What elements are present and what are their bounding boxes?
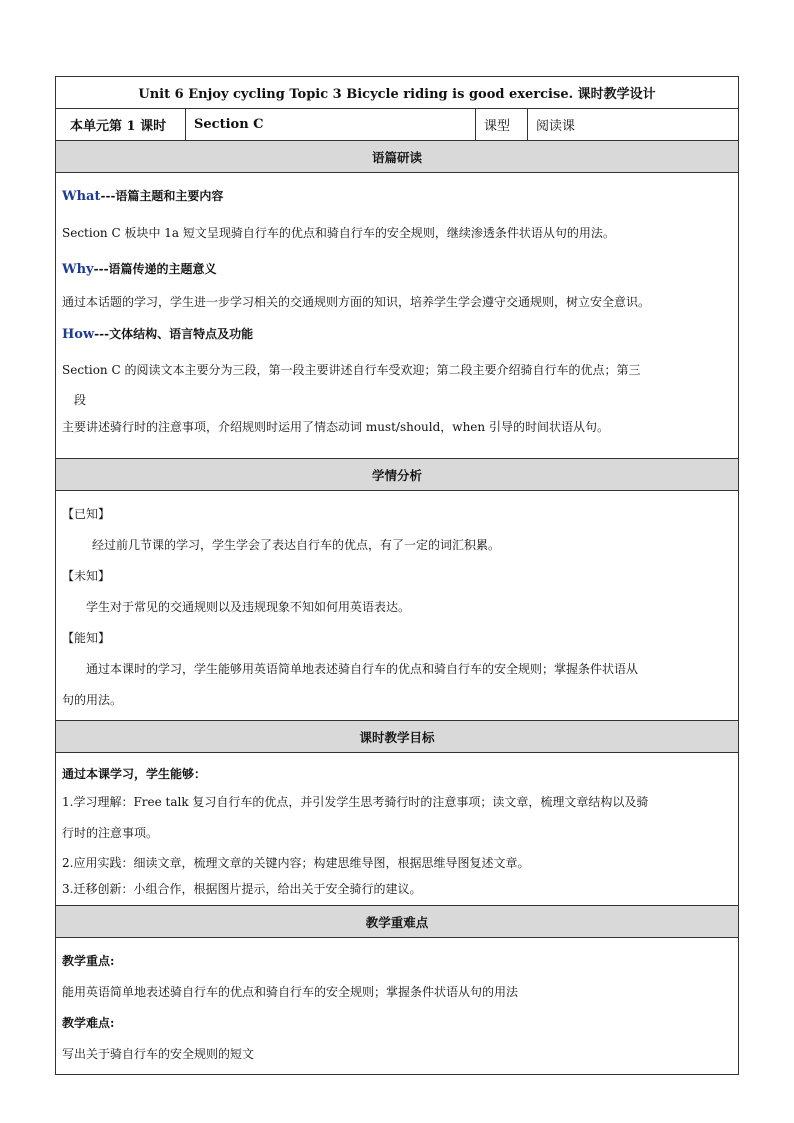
section-heading-analysis: 学情分析	[56, 459, 739, 491]
section-heading-focus: 教学重难点	[56, 906, 739, 938]
key-label: 教学重点:	[62, 954, 115, 968]
how-rest: ---文体结构、语言特点及功能	[94, 327, 254, 341]
goal-2: 2.应用实践：细读文章，梳理文章的关键内容；构建思维导图，根据思维导图复述文章。	[62, 856, 530, 870]
known-text: 经过前几节课的学习，学生学会了表达自行车的优点，有了一定的词汇积累。	[92, 538, 501, 552]
how-text-1: Section C 的阅读文本主要分为三段，第一段主要讲述自行车受欢迎；第二段主要介绍骑自行车的优点；第三	[62, 363, 641, 377]
why-key: Why	[62, 262, 94, 277]
lesson-label: 本单元第 1 课时	[56, 109, 186, 141]
goals-intro: 通过本课学习，学生能够：	[62, 767, 207, 781]
goal-1a: 1.学习理解：Free talk 复习自行车的优点，并引发学生思考骑行时的注意事项；读文章，梳理文章结构以及骑	[62, 795, 649, 809]
how-text-3: 主要讲述骑行时的注意事项，介绍规则时运用了情态动词 must/should，when 引导的时间状语从句。	[62, 420, 609, 434]
known-label: 【已知】	[62, 507, 111, 521]
diff-text: 写出关于骑自行车的安全规则的短文	[62, 1047, 255, 1061]
how-key: How	[62, 327, 95, 342]
text-study-body	[56, 173, 739, 459]
document-title: Unit 6 Enjoy cycling Topic 3 Bicycle riding is good exercise. 课时教学设计	[56, 77, 739, 109]
section-heading-goals: 课时教学目标	[56, 721, 739, 753]
what-line	[62, 181, 732, 212]
why-rest: ---语篇传递的主题意义	[93, 262, 217, 276]
goal-1b: 行时的注意事项。	[62, 826, 159, 840]
diff-label: 教学难点:	[62, 1016, 115, 1030]
how-line	[62, 319, 732, 350]
what-rest: ---语篇主题和主要内容	[100, 189, 224, 203]
key-text: 能用英语简单地表述骑自行车的优点和骑自行车的安全规则；掌握条件状语从句的用法	[62, 985, 519, 999]
analysis-body	[56, 491, 739, 721]
why-line	[62, 254, 732, 285]
type-value: 阅读课	[528, 109, 739, 141]
goal-3: 3.迁移创新：小组合作，根据图片提示，给出关于安全骑行的建议。	[62, 882, 422, 896]
goals-body	[56, 753, 739, 906]
focus-body	[56, 938, 739, 1075]
able-text-2: 句的用法。	[62, 693, 123, 707]
what-text: Section C 板块中 1a 短文呈现骑自行车的优点和骑自行车的安全规则，继续渗透条件状语从句的用法。	[62, 226, 615, 240]
able-text-1: 通过本课时的学习，学生能够用英语简单地表述骑自行车的优点和骑自行车的安全规则；掌握条件状语从	[86, 662, 639, 676]
what-key: What	[62, 189, 101, 204]
lesson-plan-table	[55, 76, 739, 1075]
unknown-label: 【未知】	[62, 569, 111, 583]
section-heading-text-study: 语篇研读	[56, 141, 739, 173]
type-label: 课型	[476, 109, 528, 141]
unknown-text: 学生对于常见的交通规则以及违规现象不知如何用英语表达。	[86, 600, 411, 614]
able-label: 【能知】	[62, 631, 111, 645]
section-value: Section C	[186, 109, 476, 141]
how-text-2: 段	[74, 393, 87, 407]
why-text: 通过本话题的学习，学生进一步学习相关的交通规则方面的知识，培养学生学会遵守交通规则，树立安全意识。	[62, 295, 651, 309]
info-row	[56, 109, 739, 141]
